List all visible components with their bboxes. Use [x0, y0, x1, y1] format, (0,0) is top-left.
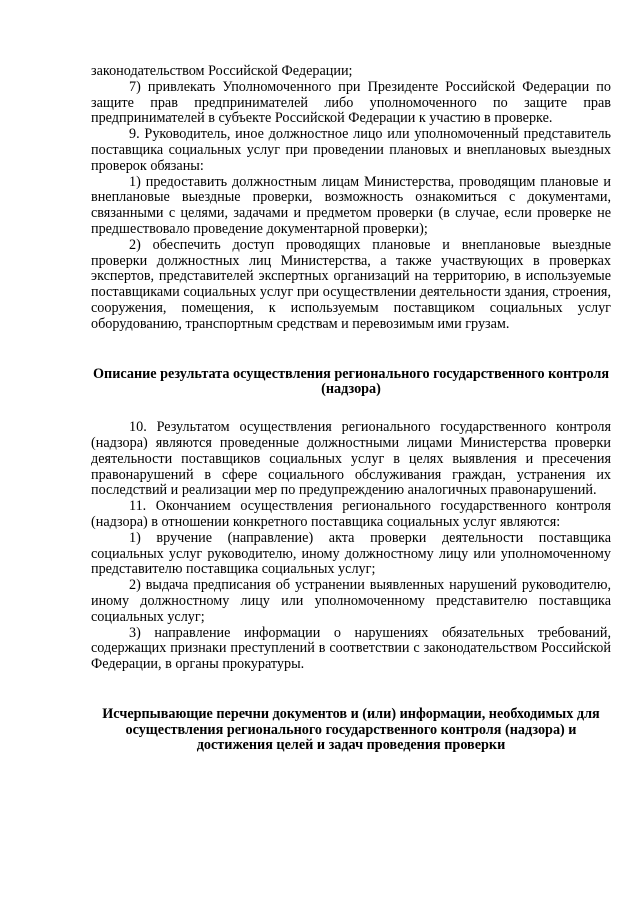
paragraph: 7) привлекать Уполномоченного при Президенте Российской Федерации по защите прав предпринимателей либо уполномоченного по защите прав предпринимателей в субъекте Российской Федерации к участию в проверке. [91, 78, 611, 127]
paragraphs-middle [91, 420, 611, 673]
paragraph: 1) предоставить должностным лицам Министерства, проводящим плановые и внеплановые выездные проверки, возможность ознакомиться с документами, связанными с целями, задачами и предметом проверки (в случае, если проверке не предшествовало проведение документарной проверки); [91, 173, 611, 237]
paragraph: 9. Руководитель, иное должностное лицо или уполномоченный представитель поставщика социальных услуг при проведении плановых и внеплановых выездных проверок обязаны: [91, 126, 611, 174]
paragraph: 3) направление информации о нарушениях обязательных требований, содержащих признаки преступлений в соответствии с законодательством Российской Федерации, в органы прокуратуры. [91, 624, 611, 673]
section-heading-documents: Исчерпывающие перечни документов и (или) информации, необходимых для осуществления регионального государственного контроля (надзора) и достижения целей и задач проведения проверки [102, 705, 600, 754]
paragraph: законодательством Российской Федерации; [91, 63, 353, 79]
paragraph: 1) вручение (направление) акта проверки деятельности поставщика социальных услуг руководителю, иному должностному лицу или уполномоченному представителю поставщика социальных услуг; [91, 529, 611, 578]
paragraph: 2) обеспечить доступ проводящих плановые и внеплановые выездные проверки должностных лиц Министерства, а также участвующих в проверках экспертов, представителей экспертных организаций на территорию, в используемые поставщиками социальных услуг при осуществлении деятельности здания, строения, сооружения, помещения, к используемым поставщиком социальных услуг оборудованию, транспортным средствам и перевозимым ими грузам. [91, 236, 611, 332]
paragraph: 10. Результатом осуществления регионального государственного контроля (надзора) являются проведенные должностными лицами Министерства проверки деятельности поставщиков социальных услуг в целях выявления и пресечения правонарушений в сфере социального обслуживания граждан, устранения их последствий и реализации мер по предупреждению аналогичных правонарушений. [91, 419, 611, 499]
section-heading-result: Описание результата осуществления регионального государственного контроля (надзора) [93, 365, 609, 398]
paragraphs-top [91, 64, 611, 333]
paragraph: 2) выдача предписания об устранении выявленных нарушений руководителю, иному должностному лицу или уполномоченному представителю поставщика социальных услуг; [91, 577, 611, 625]
document-body [91, 64, 611, 754]
paragraph: 11. Окончанием осуществления регионального государственного контроля (надзора) в отношении конкретного поставщика социальных услуг являются: [91, 498, 611, 530]
